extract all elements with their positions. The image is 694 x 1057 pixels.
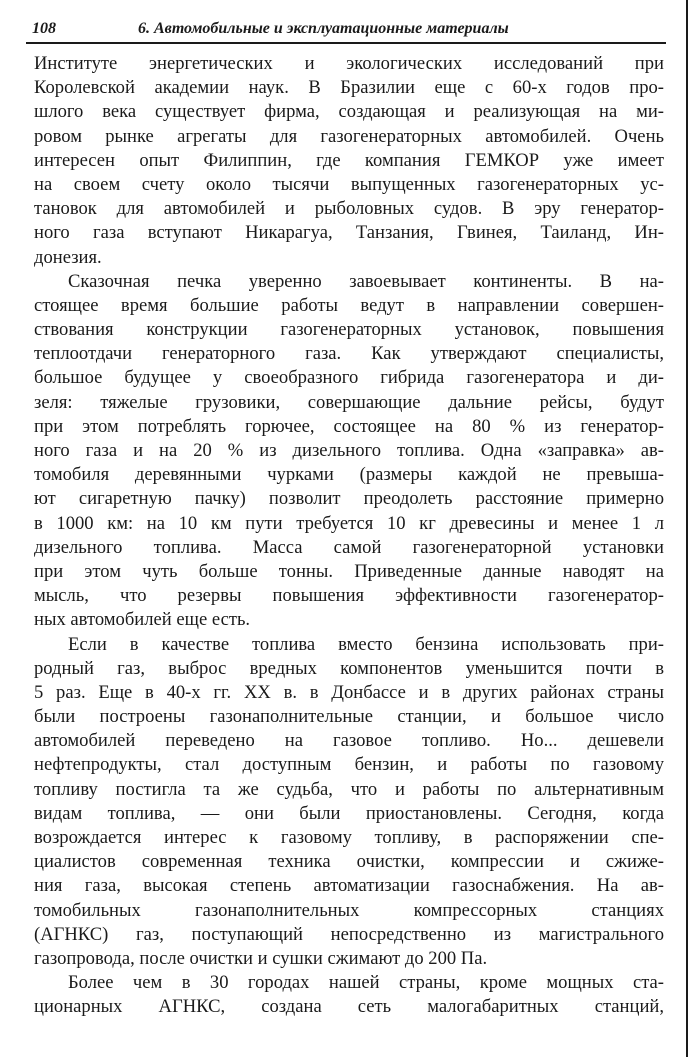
text-line: 5 раз. Еще в 40-х гг. XX в. в Донбассе и в других районах страны xyxy=(34,681,664,703)
paragraph-2 xyxy=(34,270,664,633)
text-line: автомобилей переведено на газовое топливо. Но... дешевели xyxy=(34,730,664,752)
text-line: возрождается интерес к газовому топливу, в распоряжении спе- xyxy=(34,827,664,848)
text-line: шлого века существует фирма, создающая и реализующая на ми- xyxy=(34,101,664,123)
text-line: мысль, что резервы повышения эффективности газогенератор- xyxy=(34,585,664,607)
paragraph-3 xyxy=(34,633,664,972)
text-line: томобильных газонаполнительных компрессорных станциях xyxy=(34,899,664,921)
text-line: газопровода, после очистки и сушки сжимают до 200 Па. xyxy=(34,947,488,969)
text-line: нефтепродукты, стал доступным бензин, и работы по газовому xyxy=(34,754,664,776)
text-line: ных автомобилей еще есть. xyxy=(34,609,251,631)
text-line: на своем счету около тысячи выпущенных газогенераторных ус- xyxy=(34,173,664,195)
text-line: родный газ, выброс вредных компонентов уменьшится почти в xyxy=(34,657,664,679)
text-line: большое будущее у своеобразного гибрида газогенератора и ди- xyxy=(34,367,664,389)
text-line: интересен опыт Филиппин, где компания ГЕМКОР уже имеет xyxy=(34,149,664,171)
running-title: 6. Автомобильные и эксплуатационные материалы xyxy=(138,20,509,37)
running-header xyxy=(26,18,666,44)
text-line: томобиля деревянными чурками (размеры каждой не превыша- xyxy=(34,464,664,486)
text-line: видам топлива, — они были приостановлены. Сегодня, когда xyxy=(34,802,664,824)
text-line: ют сигаретную пачку) позволит преодолеть расстояние примерно xyxy=(34,488,664,510)
text-line: зеля: тяжелые грузовики, совершающие дальние рейсы, будут xyxy=(34,391,664,413)
text-line: в 1000 км: на 10 км пути требуется 10 кг древесины и менее 1 л xyxy=(34,512,664,534)
text-line: донезия. xyxy=(34,246,102,268)
paragraph-1 xyxy=(34,52,664,270)
text-line: ровом рынке агрегаты для газогенераторных автомобилей. Очень xyxy=(34,125,664,147)
text-line: Более чем в 30 городах нашей страны, кроме мощных ста- xyxy=(68,972,664,994)
text-line: ния газа, высокая степень автоматизации газоснабжения. На ав- xyxy=(34,875,664,897)
text-line: теплоотдачи генераторного газа. Как утверждают специалисты, xyxy=(34,343,664,365)
text-line: стоящее время большие работы ведут в направлении совершен- xyxy=(34,294,664,316)
text-line: при этом потреблять горючее, состоящее на 80 % из генератор- xyxy=(34,415,664,437)
text-line: были построены газонаполнительные станции, и большое число xyxy=(34,706,664,728)
text-line: циалистов современная техника очистки, компрессии и сжиже- xyxy=(34,851,664,873)
text-line: топливу постигла та же судьба, что и работы по альтернативным xyxy=(34,778,664,800)
text-line: Сказочная печка уверенно завоевывает континенты. В на- xyxy=(68,270,664,292)
text-line: (АГНКС) газ, поступающий непосредственно из магистрального xyxy=(34,923,664,945)
body-text xyxy=(34,52,664,1020)
page-edge-line xyxy=(686,0,688,1057)
text-line: Если в качестве топлива вместо бензина использовать при- xyxy=(68,633,664,655)
text-line: дизельного топлива. Масса самой газогенераторной установки xyxy=(34,536,664,558)
text-line: Королевской академии наук. В Бразилии еще с 60-х годов про- xyxy=(34,77,664,99)
text-line: ного газа и на 20 % из дизельного топлива. Одна «заправка» ав- xyxy=(34,440,664,461)
page-number: 108 xyxy=(32,20,56,37)
text-line: при этом чуть больше тонны. Приведенные данные наводят на xyxy=(34,560,664,582)
text-line: тановок для автомобилей и рыболовных судов. В эру генератор- xyxy=(34,198,664,220)
paragraph-4 xyxy=(34,971,664,1019)
text-line: ционарных АГНКС, создана сеть малогабаритных станций, xyxy=(34,996,664,1018)
text-line: ного газа вступают Никарагуа, Танзания, Гвинея, Таиланд, Ин- xyxy=(34,222,664,244)
text-line: Институте энергетических и экологических исследований при xyxy=(34,53,664,74)
text-line: ствования конструкции газогенераторных установок, повышения xyxy=(34,319,664,341)
